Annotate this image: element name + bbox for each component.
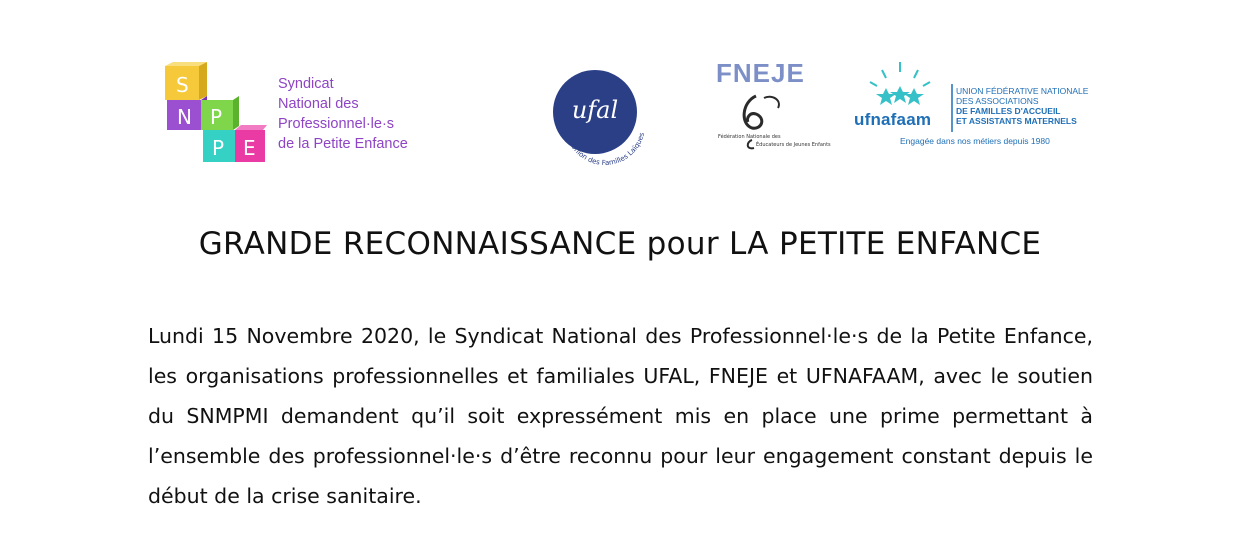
snppe-block-n: N bbox=[177, 105, 192, 129]
fneje-emblem-icon bbox=[712, 58, 831, 158]
ufal-ring-text: Union des Familles Laïques bbox=[569, 131, 647, 168]
ufnafaam-description bbox=[956, 86, 1088, 126]
snppe-name bbox=[278, 74, 408, 154]
snppe-line: Syndicat bbox=[278, 76, 334, 92]
snppe-line: National des bbox=[278, 96, 359, 112]
ufnafaam-logo bbox=[852, 60, 1102, 160]
ufnafaam-name: ufnafaam bbox=[854, 110, 932, 129]
ufnafaam-line: ET ASSISTANTS MATERNELS bbox=[956, 116, 1077, 126]
fneje-name: FNEJE bbox=[716, 58, 805, 88]
document-title: GRANDE RECONNAISSANCE pour LA PETITE ENFANCE bbox=[198, 226, 1042, 262]
snppe-block-s: S bbox=[176, 73, 189, 97]
fneje-sub-line: Fédération Nationale des bbox=[718, 134, 781, 140]
logo-row bbox=[0, 0, 1240, 180]
ufnafaam-line: DE FAMILLES D'ACCUEIL bbox=[956, 106, 1061, 116]
ufnafaam-stars-icon bbox=[852, 60, 962, 110]
snppe-block-e: E bbox=[243, 136, 256, 160]
snppe-block-p2: P bbox=[212, 136, 225, 160]
snppe-line: de la Petite Enfance bbox=[278, 136, 408, 152]
snppe-logo bbox=[163, 62, 443, 166]
ufnafaam-line: UNION FÉDÉRATIVE NATIONALE bbox=[956, 86, 1089, 96]
body-paragraph: Lundi 15 Novembre 2020, le Syndicat National des Professionnel·le·s de la Petite Enfance, les organisations professionnelles et familiales UFAL, FNEJE et UFNAFAAM, avec le soutien du SNMPMI demandent qu’il soit expressément mis en place une prime permettant à l’ensemble des professionnel·le·s d’être reconnu pour leur engagement constant depuis le début de la crise sanitaire. bbox=[148, 324, 1093, 508]
ufal-emblem-icon bbox=[549, 66, 653, 170]
fneje-sub-line: Éducateurs de Jeunes Enfants bbox=[756, 142, 831, 148]
fneje-logo bbox=[712, 58, 831, 158]
snppe-block-p1: P bbox=[210, 105, 223, 129]
ufnafaam-tagline: Engagée dans nos métiers depuis 1980 bbox=[900, 136, 1050, 146]
ufnafaam-line: DES ASSOCIATIONS bbox=[956, 96, 1039, 106]
snppe-line: Professionnel·le·s bbox=[278, 116, 395, 132]
ufal-logo bbox=[549, 66, 653, 170]
ufal-script: ufal bbox=[571, 96, 619, 124]
snppe-blocks-icon bbox=[163, 62, 267, 166]
ufnafaam-divider bbox=[950, 84, 954, 144]
